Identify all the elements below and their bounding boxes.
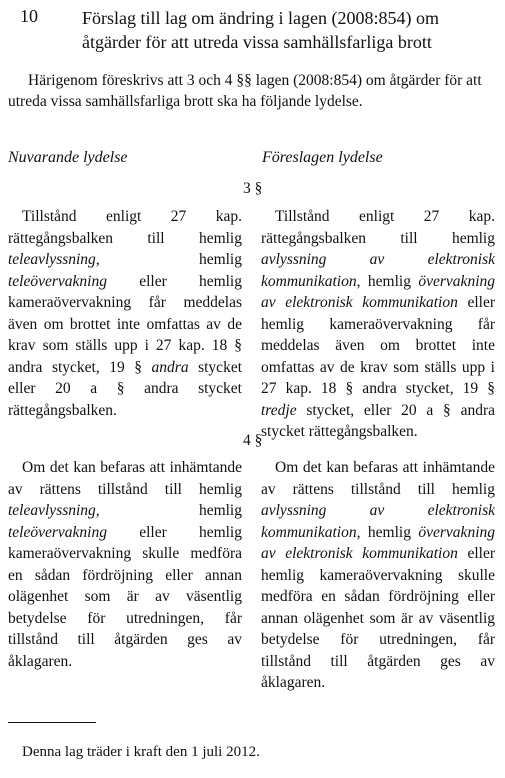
column-heading-proposed: Föreslagen lydelse xyxy=(262,149,383,166)
italic-amendment-run: tredje xyxy=(261,401,297,419)
italic-amendment-run: andra xyxy=(151,358,189,376)
section-label-4: 4 § xyxy=(243,432,263,449)
text-run: Om det kan befaras att inhämtande av rättens tillstånd till hemlig xyxy=(261,459,495,498)
section-3-proposed-text xyxy=(261,206,495,443)
italic-amendment-run: teleavlyssning, xyxy=(8,502,100,519)
italic-amendment-run: avlyssning av elektronisk kommunikation xyxy=(261,251,495,290)
italic-amendment-run: övervakning av elektronisk kommunikation xyxy=(261,272,495,311)
section-3-current-text xyxy=(8,206,242,421)
text-run: stycket eller 20 a § andra stycket rättegångsbalken. xyxy=(8,358,243,419)
text-run: Tillstånd enligt 27 kap. rättegångsbalken till hemlig xyxy=(261,208,495,247)
text-run: eller hemlig kameraövervakning skulle medföra en sådan fördröjning eller annan olägenhet som är av väsentlig betydelse för utredningen, får tillstånd till åtgärden ges av åklagaren. xyxy=(261,545,495,691)
page-number: 10 xyxy=(20,6,38,26)
text-run: Tillstånd enligt 27 kap. rättegångsbalken till hemlig xyxy=(8,208,242,247)
italic-amendment-run: avlyssning av elektronisk kommunikation, xyxy=(261,502,495,541)
text-run: eller hemlig kameraövervakning skulle medföra en sådan fördröjning eller annan olägenhet som är av väsentlig betydelse för utredningen, får tillstånd till åtgärden ges av åklagaren. xyxy=(8,523,242,670)
text-run: eller hemlig kameraövervakning får meddelas även om brottet inte omfattas av de krav som ställs upp i 27 kap. 18 § andra stycket, 19 § xyxy=(8,272,242,376)
section-4-current-text xyxy=(8,457,242,672)
text-run: , hemlig xyxy=(356,272,419,290)
section-4-proposed-text xyxy=(261,457,495,694)
section-label-3: 3 § xyxy=(243,180,263,197)
text-run: Om det kan befaras att inhämtande av rättens tillstånd till hemlig xyxy=(8,459,242,498)
footnote: Denna lag träder i kraft den 1 juli 2012. xyxy=(22,744,260,760)
footnote-divider xyxy=(8,722,96,723)
text-run: stycket, eller 20 a § andra stycket rättegångsbalken. xyxy=(261,401,495,440)
italic-amendment-run: teleövervakning xyxy=(8,272,107,290)
text-run: , hemlig xyxy=(95,251,242,268)
italic-amendment-run: teleavlyssning xyxy=(8,251,96,268)
italic-amendment-run: teleövervakning xyxy=(8,523,107,541)
text-run: hemlig xyxy=(99,502,242,519)
intro-paragraph: Härigenom föreskrivs att 3 och 4 §§ lagen (2008:854) om åtgärder för att utreda vissa samhällsfarliga brott ska ha följande lydelse. xyxy=(8,72,482,110)
italic-amendment-run: övervakning av elektronisk kommunikation xyxy=(261,523,495,562)
document-title: Förslag till lag om ändring i lagen (2008:854) om åtgärder för att utreda vissa samhällsfarliga brott xyxy=(82,8,439,52)
text-run: hemlig xyxy=(360,523,419,541)
column-heading-current: Nuvarande lydelse xyxy=(8,149,128,166)
text-run: eller hemlig kameraövervakning får meddelas även om brottet inte omfattas av de krav som ställs upp i 27 kap. 18 § andra stycket, 19 § xyxy=(261,294,495,397)
